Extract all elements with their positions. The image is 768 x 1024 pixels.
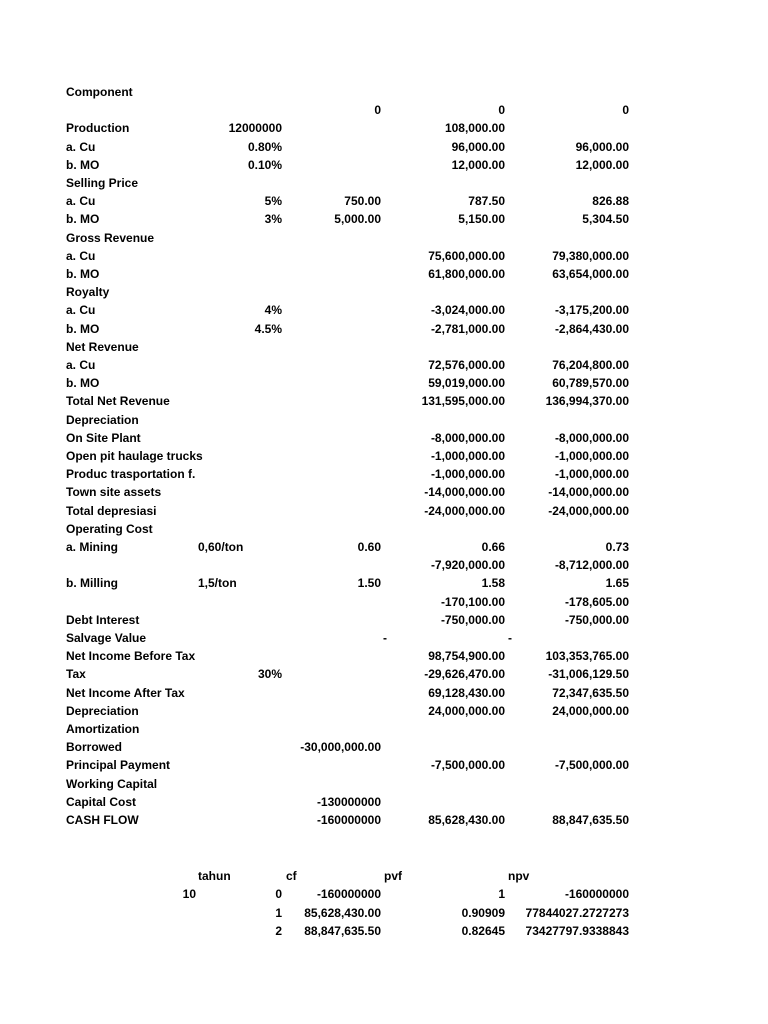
- table-row: [0, 83, 768, 101]
- year1-cell: 69,128,430.00: [428, 686, 505, 700]
- year2-cell: -178,605.00: [564, 595, 629, 609]
- year1-cell: 1.58: [481, 576, 505, 590]
- row-label: b. MO: [66, 322, 100, 336]
- row-label: b. MO: [66, 212, 100, 226]
- year2-cell: -8,000,000.00: [554, 431, 629, 445]
- npv-pvf-cell: 0.90909: [461, 906, 505, 920]
- year2-cell: 1.65: [605, 576, 629, 590]
- year0-cell: 750.00: [344, 194, 381, 208]
- year2-cell: -14,000,000.00: [548, 485, 629, 499]
- year1-cell: -14,000,000.00: [424, 485, 505, 499]
- year2-cell: -750,000.00: [564, 613, 629, 627]
- year1-cell: 0.66: [481, 540, 505, 554]
- table-row: [0, 392, 768, 410]
- table-row: [0, 156, 768, 174]
- table-row: [0, 411, 768, 429]
- table-row: [0, 502, 768, 520]
- table-row: [0, 775, 768, 793]
- table-row: [0, 138, 768, 156]
- year1-cell: -29,626,470.00: [424, 667, 505, 681]
- year1-cell: 61,800,000.00: [428, 267, 505, 281]
- year1-cell: 24,000,000.00: [428, 704, 505, 718]
- row-label: Capital Cost: [66, 795, 137, 809]
- year1-dash-cell: -: [383, 631, 387, 645]
- year2-cell: 88,847,635.50: [552, 813, 629, 827]
- year1-cell: -1,000,000.00: [430, 449, 505, 463]
- npv-cf-cell: -160000000: [316, 887, 381, 901]
- table-row: [0, 665, 768, 683]
- npv-pvf-cell: 1: [498, 887, 505, 901]
- table-row: [0, 338, 768, 356]
- npv-header-row: [0, 867, 768, 885]
- table-row: [0, 429, 768, 447]
- table-row: [0, 320, 768, 338]
- year0-cell: 1.50: [357, 576, 381, 590]
- row-label: Total depresiasi: [66, 504, 157, 518]
- row-label: Open pit haulage trucks: [66, 449, 203, 463]
- table-row: [0, 684, 768, 702]
- table-row: [0, 356, 768, 374]
- row-label: a. Mining: [66, 540, 118, 554]
- year1-cell: -170,100.00: [440, 595, 505, 609]
- year1-cell: 98,754,900.00: [428, 649, 505, 663]
- year0-cell: -30,000,000.00: [300, 740, 381, 754]
- rate-text-cell: 1,5/ton: [198, 576, 237, 590]
- table-row: [0, 793, 768, 811]
- table-row: [0, 593, 768, 611]
- row-label: Tax: [66, 667, 86, 681]
- row-label: Working Capital: [66, 777, 158, 791]
- year2-cell: 0: [622, 103, 629, 117]
- year0-cell: 5,000.00: [334, 212, 381, 226]
- row-label: a. Cu: [66, 303, 96, 317]
- rate-cell: 0.80%: [247, 140, 282, 154]
- year2-cell: -1,000,000.00: [554, 449, 629, 463]
- row-label: a. Cu: [66, 249, 96, 263]
- table-row: [0, 174, 768, 192]
- year1-cell: 72,576,000.00: [428, 358, 505, 372]
- row-label: Produc trasportation f.: [66, 467, 196, 481]
- rate-cell: 5%: [264, 194, 282, 208]
- year0-cell: 0.60: [357, 540, 381, 554]
- table-row: [0, 629, 768, 647]
- year2-dash-cell: -: [508, 631, 512, 645]
- year1-cell: 96,000.00: [451, 140, 505, 154]
- year2-cell: -8,712,000.00: [554, 558, 629, 572]
- rate-cell: 30%: [257, 667, 282, 681]
- header-tahun: tahun: [198, 869, 231, 883]
- year1-cell: 59,019,000.00: [428, 376, 505, 390]
- npv-npv-cell: 77844027.2727273: [525, 906, 629, 920]
- npv-year-cell: 2: [275, 924, 282, 938]
- row-label: Debt Interest: [66, 613, 140, 627]
- npv-year-cell: 1: [275, 906, 282, 920]
- year0-cell: -130000000: [316, 795, 381, 809]
- year2-cell: 60,789,570.00: [552, 376, 629, 390]
- table-row: [0, 738, 768, 756]
- row-label: b. MO: [66, 376, 100, 390]
- row-label: CASH FLOW: [66, 813, 139, 827]
- table-row: [0, 556, 768, 574]
- row-label: Gross Revenue: [66, 231, 155, 245]
- year2-cell: 63,654,000.00: [552, 267, 629, 281]
- year1-cell: 85,628,430.00: [428, 813, 505, 827]
- table-row: [0, 229, 768, 247]
- npv-row: [0, 904, 768, 922]
- year2-cell: -2,864,430.00: [554, 322, 629, 336]
- year2-cell: 76,204,800.00: [552, 358, 629, 372]
- table-row: [0, 520, 768, 538]
- year2-cell: 103,353,765.00: [545, 649, 629, 663]
- year1-cell: -7,500,000.00: [430, 758, 505, 772]
- table-row: [0, 374, 768, 392]
- table-row: [0, 756, 768, 774]
- year1-cell: 0: [498, 103, 505, 117]
- table-row: [0, 465, 768, 483]
- row-label: Town site assets: [66, 485, 162, 499]
- header-npv: npv: [508, 869, 530, 883]
- table-row: [0, 247, 768, 265]
- year1-cell: -1,000,000.00: [430, 467, 505, 481]
- row-label: b. MO: [66, 158, 100, 172]
- year1-cell: 131,595,000.00: [421, 394, 505, 408]
- row-label: Net Revenue: [66, 340, 139, 354]
- year1-cell: 75,600,000.00: [428, 249, 505, 263]
- year1-cell: 5,150.00: [458, 212, 505, 226]
- year1-cell: -24,000,000.00: [424, 504, 505, 518]
- header-cf: cf: [286, 869, 297, 883]
- year2-cell: 826.88: [592, 194, 629, 208]
- row-label: Salvage Value: [66, 631, 147, 645]
- year0-cell: -160000000: [316, 813, 381, 827]
- year1-cell: 787.50: [468, 194, 505, 208]
- npv-cf-cell: 88,847,635.50: [304, 924, 381, 938]
- table-row: [0, 119, 768, 137]
- year2-cell: -1,000,000.00: [554, 467, 629, 481]
- table-row: [0, 702, 768, 720]
- row-label: Royalty: [66, 285, 110, 299]
- row-label: a. Cu: [66, 358, 96, 372]
- row-label: Net Income Before Tax: [66, 649, 196, 663]
- table-row: [0, 283, 768, 301]
- row-label: b. MO: [66, 267, 100, 281]
- table-row: [0, 265, 768, 283]
- table-row: [0, 720, 768, 738]
- rate-cell: 3%: [264, 212, 282, 226]
- year1-cell: -750,000.00: [440, 613, 505, 627]
- year2-cell: 0.73: [605, 540, 629, 554]
- npv-pvf-cell: 0.82645: [461, 924, 505, 938]
- year2-cell: 72,347,635.50: [552, 686, 629, 700]
- year1-cell: -3,024,000.00: [430, 303, 505, 317]
- table-row: [0, 538, 768, 556]
- header-pvf: pvf: [384, 869, 402, 883]
- row-label: Selling Price: [66, 176, 139, 190]
- row-label: b. Milling: [66, 576, 118, 590]
- row-label: Depreciation: [66, 704, 139, 718]
- year2-cell: -3,175,200.00: [554, 303, 629, 317]
- rate-text-cell: 0,60/ton: [198, 540, 244, 554]
- row-label: Borrowed: [66, 740, 123, 754]
- npv-npv-cell: -160000000: [564, 887, 629, 901]
- year2-cell: 79,380,000.00: [552, 249, 629, 263]
- year2-cell: 12,000.00: [575, 158, 629, 172]
- year1-cell: 12,000.00: [451, 158, 505, 172]
- table-row: [0, 101, 768, 119]
- year1-cell: -7,920,000.00: [430, 558, 505, 572]
- row-label: Total Net Revenue: [66, 394, 170, 408]
- year2-cell: 136,994,370.00: [545, 394, 629, 408]
- row-label: Amortization: [66, 722, 140, 736]
- year1-cell: -8,000,000.00: [430, 431, 505, 445]
- row-label: Net Income After Tax: [66, 686, 185, 700]
- year2-cell: -31,006,129.50: [548, 667, 629, 681]
- rate-cell: 0.10%: [247, 158, 282, 172]
- year2-cell: 24,000,000.00: [552, 704, 629, 718]
- row-label: a. Cu: [66, 194, 96, 208]
- row-label: Operating Cost: [66, 522, 153, 536]
- row-label: Depreciation: [66, 413, 139, 427]
- npv-row: [0, 885, 768, 903]
- table-row: [0, 447, 768, 465]
- table-row: [0, 483, 768, 501]
- row-label: On Site Plant: [66, 431, 141, 445]
- table-row: [0, 811, 768, 829]
- table-row: [0, 192, 768, 210]
- npv-year-cell: 0: [275, 887, 282, 901]
- year2-cell: -24,000,000.00: [548, 504, 629, 518]
- row-label: Production: [66, 121, 130, 135]
- year0-cell: 0: [374, 103, 381, 117]
- table-row: [0, 647, 768, 665]
- table-row: [0, 210, 768, 228]
- year2-cell: 5,304.50: [582, 212, 629, 226]
- year2-cell: 96,000.00: [575, 140, 629, 154]
- discount-rate: 10: [182, 887, 196, 901]
- year1-cell: -2,781,000.00: [430, 322, 505, 336]
- row-label: Principal Payment: [66, 758, 171, 772]
- row-label: Component: [66, 85, 133, 99]
- npv-npv-cell: 73427797.9338843: [525, 924, 629, 938]
- year2-cell: -7,500,000.00: [554, 758, 629, 772]
- npv-row: [0, 922, 768, 940]
- row-label: a. Cu: [66, 140, 96, 154]
- table-row: [0, 301, 768, 319]
- npv-cf-cell: 85,628,430.00: [304, 906, 381, 920]
- table-row: [0, 611, 768, 629]
- table-row: [0, 574, 768, 592]
- year1-cell: 108,000.00: [444, 121, 505, 135]
- rate-cell: 4.5%: [254, 322, 282, 336]
- rate-cell: 12000000: [228, 121, 282, 135]
- rate-cell: 4%: [264, 303, 282, 317]
